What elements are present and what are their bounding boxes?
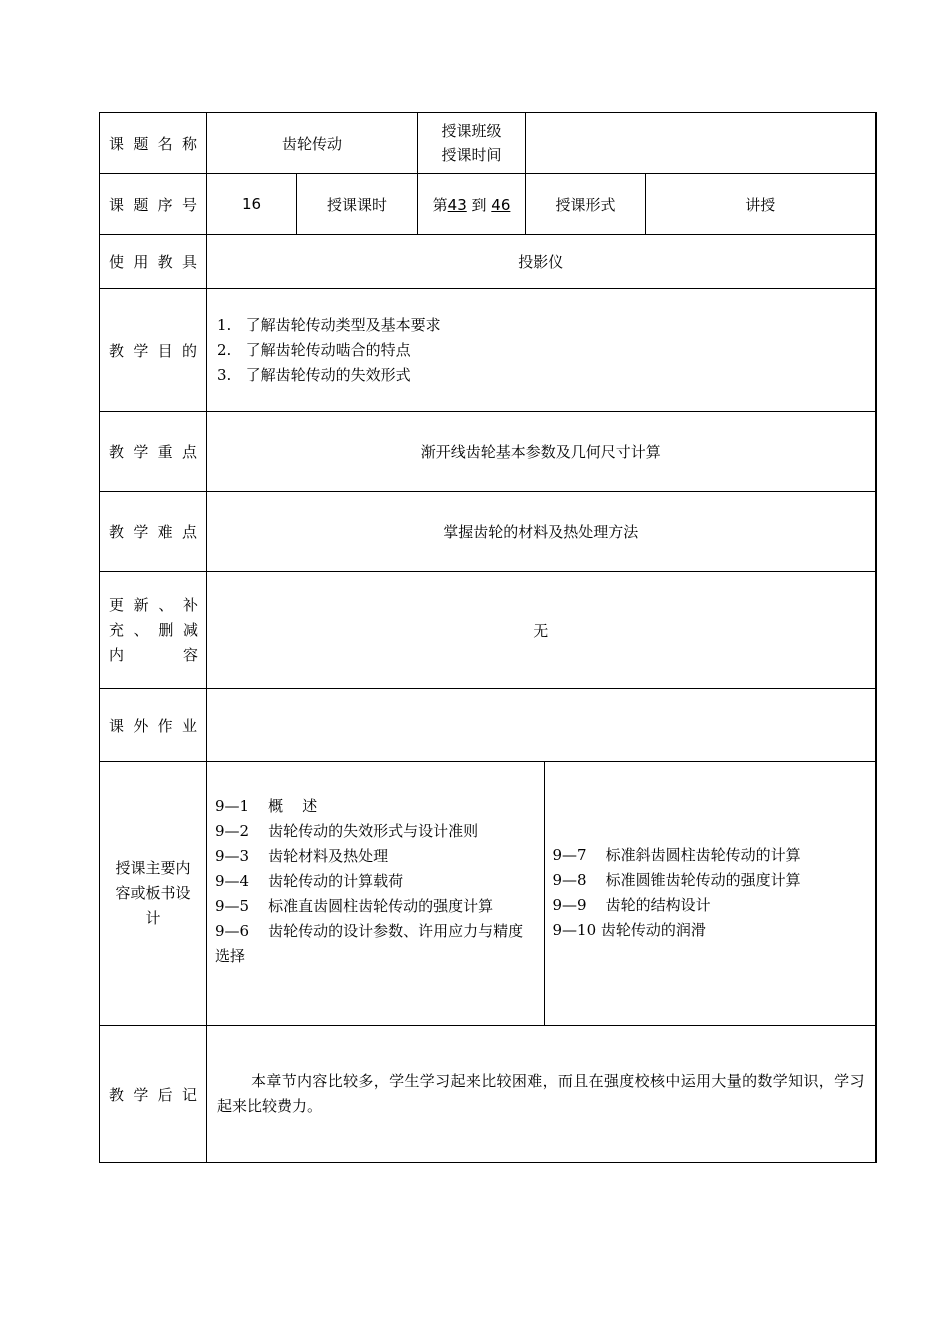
outline-item: 9—10 齿轮传动的润滑 xyxy=(552,921,706,939)
label-class-form: 授课形式 xyxy=(526,174,646,235)
outline-item: 9—5 标准直齿圆柱齿轮传动的强度计算 xyxy=(215,897,494,915)
outline-item: 9—9 齿轮的结构设计 xyxy=(552,896,711,914)
label-objectives: 教学目的 xyxy=(100,289,207,412)
row-updates xyxy=(100,572,876,689)
label-difficulties: 教学难点 xyxy=(100,492,207,572)
row-topic-name xyxy=(100,113,876,174)
row-topic-number xyxy=(100,174,876,235)
label-topic-number: 课题序号 xyxy=(100,174,207,235)
outline-item: 9—2 齿轮传动的失效形式与设计准则 xyxy=(215,822,479,840)
label-outline xyxy=(100,762,207,1026)
label-postscript: 教学后记 xyxy=(100,1026,207,1163)
label-outline-line: 授课主要内 xyxy=(115,859,191,877)
label-class: 授课班级 xyxy=(441,122,502,140)
teaching-aids-value: 投影仪 xyxy=(207,235,876,289)
label-teaching-aids: 使用教具 xyxy=(100,235,207,289)
outline-item: 9—1 概 述 xyxy=(215,797,318,815)
difficulties-value: 掌握齿轮的材料及热处理方法 xyxy=(207,492,876,572)
key-points-value: 渐开线齿轮基本参数及几何尺寸计算 xyxy=(207,412,876,492)
row-teaching-aids xyxy=(100,235,876,289)
label-outline-line: 容或板书设 xyxy=(115,884,191,902)
class-time-labels xyxy=(418,113,526,174)
objective-item: 2. 了解齿轮传动啮合的特点 xyxy=(217,340,411,359)
outline-right xyxy=(544,762,875,1025)
topic-number-value: 16 xyxy=(207,174,297,235)
homework-value xyxy=(207,689,876,762)
hours-from: 43 xyxy=(447,195,467,214)
objective-item: 1. 了解齿轮传动类型及基本要求 xyxy=(217,315,441,334)
topic-name-value: 齿轮传动 xyxy=(207,113,418,174)
label-updates-line: 更新、补 xyxy=(109,595,198,614)
outline-item: 9—7 标准斜齿圆柱齿轮传动的计算 xyxy=(552,846,801,864)
label-topic-name: 课题名称 xyxy=(100,113,207,174)
label-key-points: 教学重点 xyxy=(100,412,207,492)
row-homework xyxy=(100,689,876,762)
outline-left xyxy=(207,762,544,1025)
class-hours-range xyxy=(418,174,526,235)
label-outline-line: 计 xyxy=(145,909,161,927)
outline-item: 9—8 标准圆锥齿轮传动的强度计算 xyxy=(552,871,801,889)
row-postscript xyxy=(100,1026,876,1163)
outline-item: 9—6 齿轮传动的设计参数、许用应力与精度选择 xyxy=(215,922,524,965)
outline-container xyxy=(207,762,876,1026)
hours-to: 46 xyxy=(491,195,511,214)
label-class-hours: 授课课时 xyxy=(297,174,418,235)
row-outline xyxy=(100,762,876,1026)
row-key-points xyxy=(100,412,876,492)
row-objectives xyxy=(100,289,876,412)
label-updates xyxy=(100,572,207,689)
row-difficulties xyxy=(100,492,876,572)
updates-value: 无 xyxy=(207,572,876,689)
label-updates-line: 内容 xyxy=(109,645,198,664)
postscript-value: 本章节内容比较多，学生学习起来比较困难，而且在强度校核中运用大量的数学知识，学习起来比较费力。 xyxy=(207,1026,876,1163)
class-form-value: 讲授 xyxy=(646,174,876,235)
objectives-list xyxy=(207,289,876,412)
outline-item: 9—4 齿轮传动的计算载荷 xyxy=(215,872,404,890)
hours-mid: 到 xyxy=(466,195,492,214)
lesson-plan-table xyxy=(99,112,877,1163)
outline-inner-table xyxy=(207,762,875,1025)
label-updates-line: 充、删减 xyxy=(109,620,198,639)
objective-item: 3. 了解齿轮传动的失效形式 xyxy=(217,365,411,384)
hours-prefix: 第 xyxy=(432,195,448,214)
label-time: 授课时间 xyxy=(441,146,502,164)
class-time-value xyxy=(526,113,876,174)
label-homework: 课外作业 xyxy=(100,689,207,762)
outline-item: 9—3 齿轮材料及热处理 xyxy=(215,847,389,865)
